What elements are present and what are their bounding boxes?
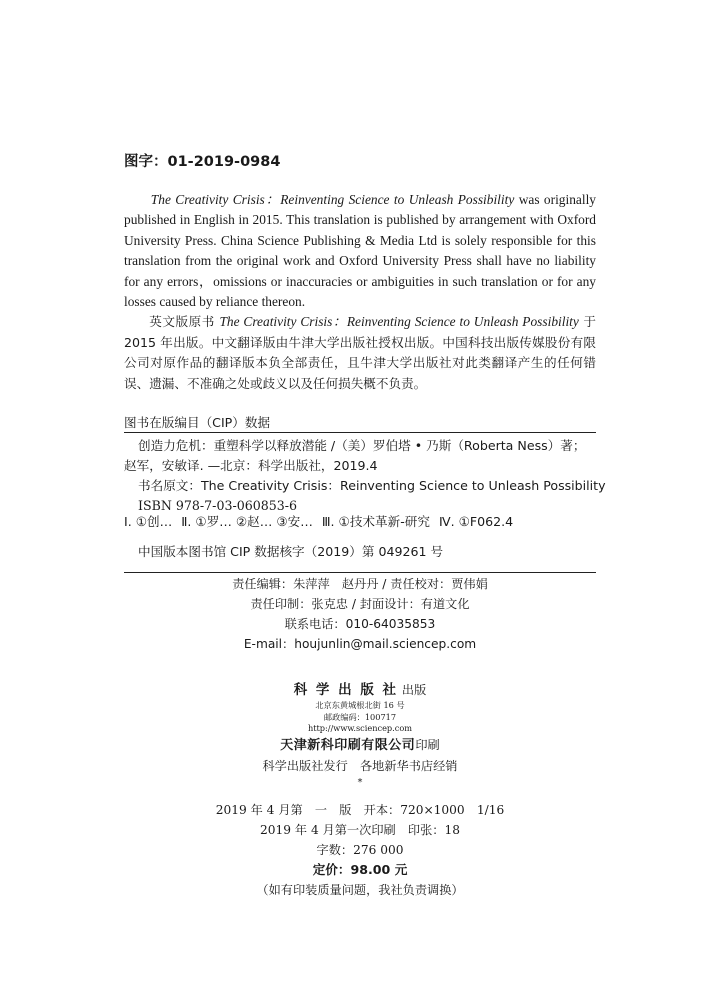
cip-classification <box>124 512 596 532</box>
cip-class-1: Ⅰ. ①创… <box>124 514 173 529</box>
staff-credits <box>0 574 720 654</box>
chinese-notice-book-title: The Creativity Crisis：Reinventing Science to Unleash Possibility <box>219 314 579 329</box>
cip-line-title-author: 创造力危机：重塑科学以释放潜能 /（美）罗伯塔 • 乃斯（Roberta Ness）著； <box>138 438 586 453</box>
cip-check-number: 中国版本图书馆 CIP 数据核字（2019）第 049261 号 <box>138 544 444 559</box>
cip-heading: 图书在版编目（CIP）数据 <box>124 415 271 430</box>
english-copyright-notice <box>124 190 596 312</box>
english-notice-text: was originally published in English in 2015. This translation is published by arrangement with Oxford University Press. China Science Publishing & Media Ltd is solely responsible for this translation from the original work and Oxford University Press shall have no liability for any errors，omissions or inaccuracies or ambiguities in such translation or for any losses caused by reliance thereon. <box>124 192 596 310</box>
publisher-block <box>0 680 720 790</box>
publisher-url: http://www.sciencep.com <box>307 723 413 733</box>
chinese-notice-text: 于2015 年出版。中文翻译版由牛津大学出版社授权出版。中国科技出版传媒股份有限公司对原作品的翻译版本负全部责任，且牛津大学出版社对此类翻译产生的任何错误、遗漏、不准确之处或歧义以及任何损失概不负责。 <box>124 314 596 391</box>
cip-bottom-rule <box>124 572 596 573</box>
phone-line: 联系电话：010-64035853 <box>284 617 436 631</box>
cip-line-original-title: 书名原文：The Creativity Crisis：Reinventing Science to Unleash Possibility <box>138 478 606 493</box>
email-line: E-mail：houjunlin@mail.sciencep.com <box>243 637 477 651</box>
cip-class-2: Ⅱ. ①罗… ②赵… ③安… <box>181 514 313 529</box>
quality-note: （如有印装质量问题，我社负责调换） <box>256 883 464 897</box>
edition-block <box>0 800 720 900</box>
publisher-name-line <box>0 680 720 700</box>
cip-line-translator-publisher: 赵军，安敏译. —北京：科学出版社，2019.4 <box>124 458 378 473</box>
publisher-suffix: 出版 <box>398 683 427 697</box>
printer-line <box>0 735 720 756</box>
distribution-line: 科学出版社发行 各地新华书店经销 <box>262 758 458 773</box>
chinese-copyright-notice <box>124 312 596 394</box>
cip-class-3: Ⅲ. ①技术革新-研究 <box>321 514 430 529</box>
separator-star: * <box>357 776 363 788</box>
print-design-line: 责任印制：张克忠 / 封面设计：有道文化 <box>250 597 470 611</box>
publisher-name: 科 学 出 版 社 <box>293 682 399 698</box>
editors-line: 责任编辑：朱萍萍 赵丹丹 / 责任校对：贾伟娟 <box>232 577 488 591</box>
printer-suffix: 印刷 <box>415 737 440 752</box>
cip-record <box>124 436 606 516</box>
cip-line-isbn: ISBN 978-7-03-060853-6 <box>138 498 298 513</box>
copyright-contract-number: 图字：01-2019-0984 <box>124 154 281 170</box>
printing-line: 2019 年 4 月第一次印刷 印张：18 <box>260 823 460 837</box>
price: 定价：98.00 元 <box>312 862 408 877</box>
chinese-notice-prefix: 英文版原书 <box>149 314 220 329</box>
publisher-postcode: 邮政编码：100717 <box>323 711 397 722</box>
word-count: 字数：276 000 <box>316 843 404 857</box>
english-book-title: The Creativity Crisis：Reinventing Science to Unleash Possibility <box>150 192 515 207</box>
cip-class-4: Ⅳ. ①F062.4 <box>438 514 514 529</box>
publisher-address: 北京东黄城根北街 16 号 <box>315 700 405 710</box>
printer-name: 天津新科印刷有限公司 <box>280 737 416 753</box>
edition-line: 2019 年 4 月第 一 版 开本：720×1000 1/16 <box>215 803 505 817</box>
cip-top-rule <box>124 432 596 433</box>
